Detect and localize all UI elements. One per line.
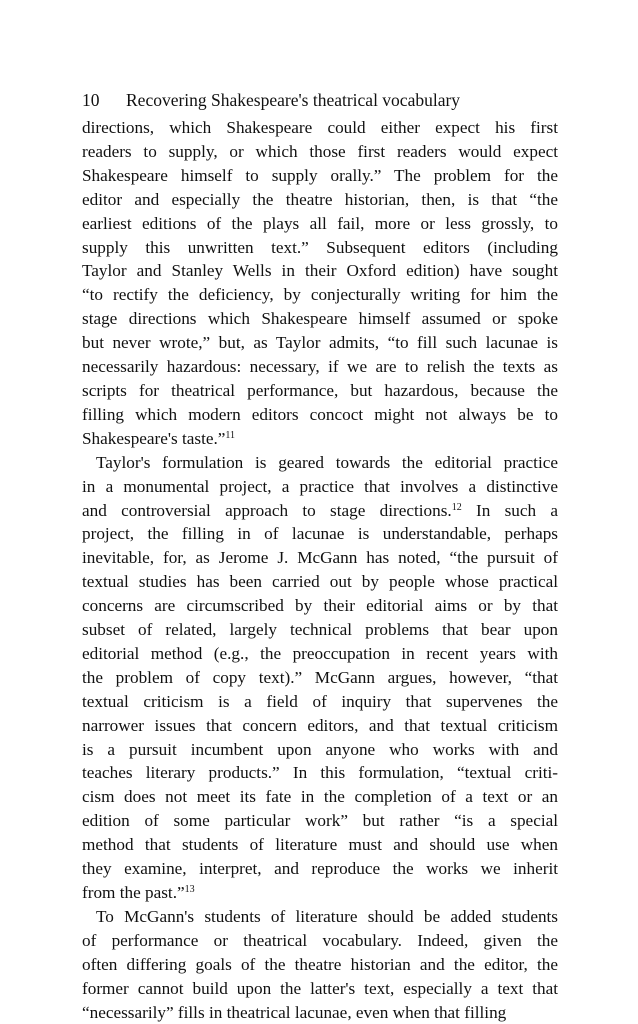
- text-line: [82, 522, 558, 546]
- text-line: [82, 618, 558, 642]
- line-text: Taylor and Stanley Wells in their Oxford edition) have sought: [82, 261, 558, 281]
- text-line: [82, 188, 558, 212]
- text-line: [82, 785, 558, 809]
- line-text: textual criticism is a field of inquiry that supervenes the: [82, 691, 558, 711]
- text-line: [82, 116, 558, 140]
- line-text: Taylor's formulation is geared towards the editorial practice: [96, 452, 558, 472]
- line-text: from the past.”: [82, 883, 185, 902]
- text-line: [82, 642, 558, 666]
- line-text: teaches literary products.” In this formulation, “textual criti-: [82, 763, 558, 783]
- line-text: project, the filling in of lacunae is understandable, perhaps: [82, 524, 558, 544]
- text-line: [82, 953, 558, 977]
- text-line: [82, 451, 558, 475]
- line-text: scripts for theatrical performance, but hazardous, because the: [82, 380, 558, 400]
- text-line: [82, 331, 558, 355]
- text-line: [82, 833, 558, 857]
- running-title: Recovering Shakespeare's theatrical vocabulary: [126, 90, 461, 110]
- text-line: [82, 761, 558, 785]
- paragraph: [82, 451, 558, 905]
- text-line: [82, 666, 558, 690]
- footnote-ref[interactable]: 13: [184, 884, 195, 895]
- line-text: of performance or theatrical vocabulary. Indeed, given the: [82, 930, 558, 950]
- text-line: [82, 379, 558, 403]
- text-line: [82, 403, 558, 427]
- paragraph: [82, 905, 558, 1024]
- text-line: [82, 929, 558, 953]
- line-text: in a monumental project, a practice that involves a distinctive: [82, 476, 558, 496]
- text-line: [82, 427, 558, 451]
- line-text: stage directions which Shakespeare himself assumed or spoke: [82, 309, 558, 329]
- running-header: [82, 88, 460, 112]
- line-text: To McGann's students of literature should be added students: [96, 906, 558, 926]
- text-line: [82, 690, 558, 714]
- text-line: [82, 355, 558, 379]
- line-text: readers to supply, or which those first readers would expect: [82, 141, 558, 161]
- paragraph: [82, 116, 558, 451]
- text-line: [82, 594, 558, 618]
- line-text: often differing goals of the theatre historian and the editor, the: [82, 954, 558, 974]
- body-text: [82, 116, 558, 1024]
- text-line: [82, 809, 558, 833]
- line-text: supply this unwritten text.” Subsequent editors (including: [82, 237, 558, 257]
- line-text: concerns are circumscribed by their editorial aims or by that: [82, 596, 558, 616]
- text-line: [82, 905, 558, 929]
- line-text: method that students of literature must and should use when: [82, 835, 558, 855]
- line-text: the problem of copy text).” McGann argues, however, “that: [82, 667, 558, 687]
- line-text: “necessarily” fills in theatrical lacunae, even when that filling: [82, 1002, 507, 1022]
- text-line: [82, 499, 558, 523]
- line-text: edition of some particular work” but rather “is a special: [82, 811, 558, 831]
- line-text: narrower issues that concern editors, and that textual criticism: [82, 715, 558, 735]
- footnote-ref[interactable]: 11: [225, 429, 236, 441]
- text-line: [82, 140, 558, 164]
- text-line: [82, 212, 558, 236]
- line-text: is a pursuit incumbent upon anyone who works with and: [82, 739, 558, 759]
- line-text: former cannot build upon the latter's text, especially a text that: [82, 978, 558, 998]
- text-line: [82, 164, 558, 188]
- line-text: cism does not meet its fate in the completion of a text or an: [82, 787, 558, 807]
- page-number: 10: [82, 90, 100, 110]
- text-line: [82, 475, 558, 499]
- text-line: [82, 546, 558, 570]
- line-text: necessarily hazardous: necessary, if we are to relish the texts as: [82, 357, 558, 377]
- line-text: they examine, interpret, and reproduce the works we inherit: [82, 859, 558, 879]
- footnote-ref[interactable]: 12: [451, 501, 462, 513]
- text-line: [82, 570, 558, 594]
- line-text: subset of related, largely technical problems that bear upon: [82, 620, 558, 640]
- line-text: editorial method (e.g., the preoccupation in recent years with: [82, 643, 558, 663]
- text-line: [82, 283, 558, 307]
- line-text: textual studies has been carried out by people whose practical: [82, 572, 558, 592]
- text-line: [82, 236, 558, 260]
- text-line: [82, 259, 558, 283]
- line-text: and controversial approach to stage directions.: [82, 500, 452, 520]
- line-text: inevitable, for, as Jerome J. McGann has noted, “the pursuit of: [82, 548, 558, 568]
- text-line: [82, 714, 558, 738]
- line-text: Shakespeare himself to supply orally.” The problem for the: [82, 165, 558, 185]
- line-text: “to rectify the deficiency, by conjecturally writing for him the: [82, 285, 558, 305]
- text-line: [82, 1001, 558, 1024]
- line-text: directions, which Shakespeare could either expect his first: [82, 118, 558, 137]
- line-text: editor and especially the theatre historian, then, is that “the: [82, 189, 558, 209]
- line-text: Shakespeare's taste.”: [82, 428, 226, 448]
- line-text: but never wrote,” but, as Taylor admits, “to fill such lacunae is: [82, 333, 558, 353]
- text-line: [82, 307, 558, 331]
- text-line: [82, 738, 558, 762]
- text-line: [82, 857, 558, 881]
- text-line: [82, 977, 558, 1001]
- line-text: filling which modern editors concoct might not always be to: [82, 404, 558, 424]
- line-text-continued: In such a: [461, 500, 559, 520]
- text-line: [82, 881, 558, 905]
- line-text: earliest editions of the plays all fail, more or less grossly, to: [82, 213, 558, 233]
